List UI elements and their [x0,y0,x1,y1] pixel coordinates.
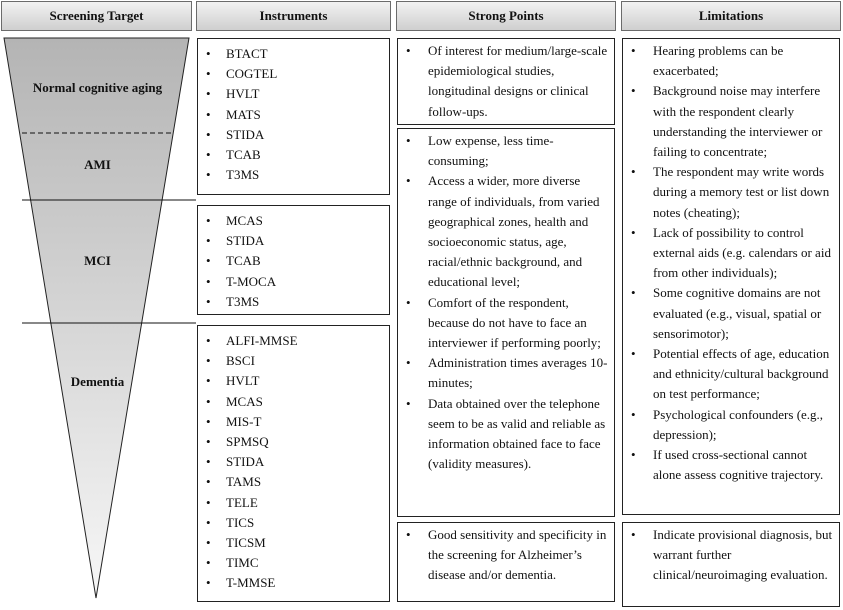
instrument-item: • COGTEL [206,64,385,84]
instrument-item: • MIS-T [206,412,385,432]
stage-dementia: Dementia [70,374,125,389]
limitation-item: • Indicate provisional diagnosis, but warrant further clinical/neuroimaging evaluation. [631,525,833,586]
instrument-item: • BTACT [206,44,385,64]
instrument-item: • T3MS [206,292,385,312]
instrument-item: • T-MMSE [206,573,385,593]
instrument-item: • TCAB [206,251,385,271]
instrument-item: • T-MOCA [206,272,385,292]
instrument-item: • MCAS [206,211,385,231]
instrument-item: • STIDA [206,452,385,472]
strong-point-item: • Data obtained over the telephone seem to be as valid and reliable as information obtained face to face (validity measures). [406,394,608,475]
instruments-box-dementia [197,325,390,602]
instrument-item: • BSCI [206,351,385,371]
header-screening-target: Screening Target [1,1,192,31]
header-strong-points: Strong Points [396,1,616,31]
strong-point-item: • Of interest for medium/large-scale epidemiological studies, longitudinal designs or clinical follow-ups. [406,41,608,122]
instrument-item: • TELE [206,493,385,513]
funnel-triangle [4,38,189,598]
instrument-item: • HVLT [206,371,385,391]
instrument-item: • TIMC [206,553,385,573]
header-limitations: Limitations [621,1,841,31]
instrument-item: • MCAS [206,392,385,412]
limitation-item: • Some cognitive domains are not evaluated (e.g., visual, spatial or sensorimotor); [631,283,833,344]
stage-normal-cognitive-aging: Normal cognitive aging [32,80,163,95]
stage-ami: AMI [84,157,111,172]
limitations-box-dementia [622,522,840,607]
instrument-item: • HVLT [206,84,385,104]
limitation-item: • Psychological confounders (e.g., depression); [631,405,833,445]
instrument-item: • TAMS [206,472,385,492]
instruments-box-mci [197,205,390,315]
limitation-item: • The respondent may write words during a memory test or list down notes (cheating); [631,162,833,223]
limitation-item: • Hearing problems can be exacerbated; [631,41,833,81]
instruments-box-normal-ami [197,38,390,195]
stage-mci: MCI [84,253,111,268]
instrument-item: • ALFI-MMSE [206,331,385,351]
limitation-item: • Potential effects of age, education and ethnicity/cultural background on test performance; [631,344,833,405]
strong-point-item: • Good sensitivity and specificity in the screening for Alzheimer’s disease and/or dementia. [406,525,608,586]
instrument-item: • MATS [206,105,385,125]
limitation-item: • Lack of possibility to control external aids (e.g. calendars or aid from other individuals); [631,223,833,284]
strong-points-box-dementia [397,522,615,602]
strong-point-item: • Access a wider, more diverse range of individuals, from varied geographical zones, health and socioeconomic status, age, racial/ethnic background, and educational level; [406,171,608,292]
instrument-item: • T3MS [206,165,385,185]
strong-point-item: • Comfort of the respondent, because do not have to face an interviewer if performing poorly; [406,293,608,354]
strong-point-item: • Administration times averages 10-minutes; [406,353,608,393]
limitations-box-general [622,38,840,515]
header-instruments: Instruments [196,1,391,31]
strong-points-box-general [397,128,615,517]
limitation-item: • If used cross-sectional cannot alone assess cognitive trajectory. [631,445,833,485]
instrument-item: • STIDA [206,125,385,145]
strong-point-item: • Low expense, less time-consuming; [406,131,608,171]
instrument-item: • TICSM [206,533,385,553]
strong-points-box-epidemiological [397,38,615,125]
instrument-item: • SPMSQ [206,432,385,452]
instrument-item: • STIDA [206,231,385,251]
limitation-item: • Background noise may interfere with the respondent clearly understanding the interviewer or failing to concentrate; [631,81,833,162]
instrument-item: • TICS [206,513,385,533]
instrument-item: • TCAB [206,145,385,165]
